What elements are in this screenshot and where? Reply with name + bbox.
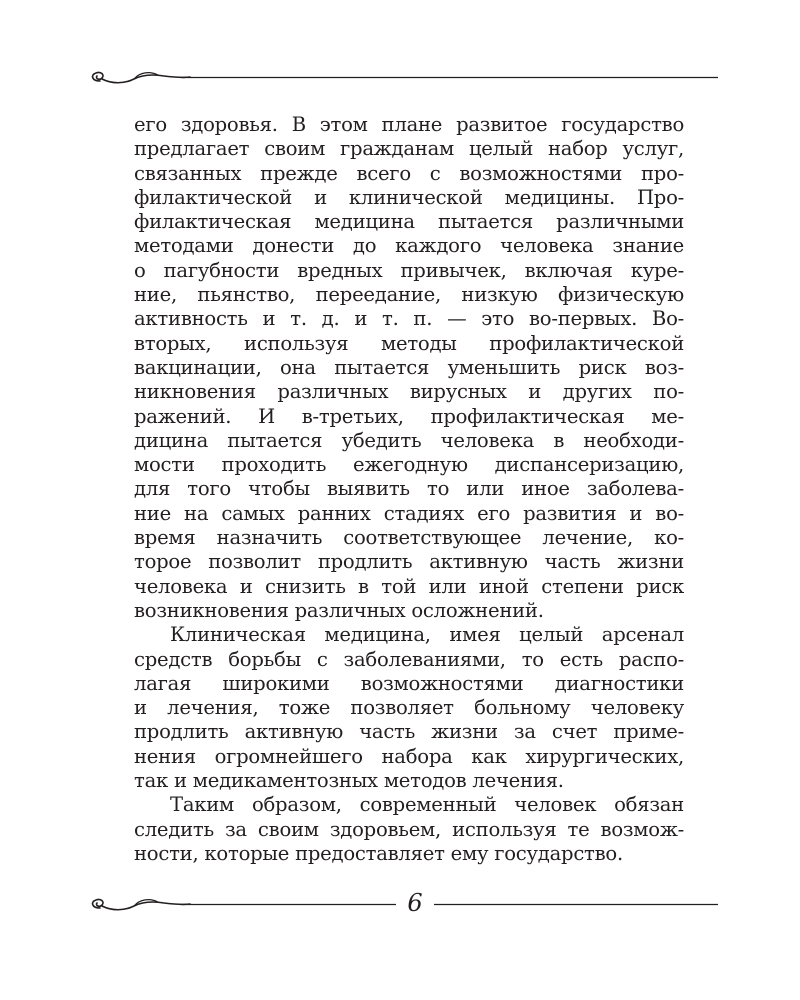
text-line: методами донести до каждого человека знание xyxy=(134,234,684,258)
text-line: человека и снизить в той или иной степени риск xyxy=(134,574,684,598)
text-line: следить за своим здоровьем, используя те возмож- xyxy=(134,817,684,841)
text-line: Клиническая медицина, имея целый арсенал xyxy=(170,623,684,647)
text-line: дицина пытается убедить человека в необходи- xyxy=(134,428,684,452)
text-line: средств борьбы с заболеваниями, то есть распо- xyxy=(134,647,684,671)
text-line: торое позволит продлить активную часть жизни xyxy=(134,550,684,574)
top-ornamental-rule xyxy=(86,66,718,90)
text-line: лагая широкими возможностями диагностики xyxy=(134,671,684,695)
body-text xyxy=(134,113,684,866)
text-line: активность и т. д. и т. п. — это во-первых. Во- xyxy=(134,307,684,331)
text-line: связанных прежде всего с возможностями про- xyxy=(134,161,684,185)
text-line: вторых, используя методы профилактической xyxy=(134,331,684,355)
flourish-icon xyxy=(86,66,718,90)
text-line: ражений. И в-третьих, профилактическая ме- xyxy=(134,404,684,428)
text-line: Таким образом, современный человек обязан xyxy=(170,793,684,817)
page-number: 6 xyxy=(396,889,434,917)
text-line: вакцинации, она пытается уменьшить риск воз- xyxy=(134,355,684,379)
text-line: мости проходить ежегодную диспансеризацию, xyxy=(134,453,684,477)
text-line: для того чтобы выявить то или иное заболева- xyxy=(134,477,684,501)
text-line: и лечения, тоже позволяет больному человеку xyxy=(134,696,684,720)
text-line: предлагает своим гражданам целый набор услуг, xyxy=(134,137,684,161)
text-line: время назначить соответствующее лечение, ко- xyxy=(134,526,684,550)
text-line: продлить активную часть жизни за счет приме- xyxy=(134,720,684,744)
text-line: никновения различных вирусных и других по- xyxy=(134,380,684,404)
text-line: филактическая медицина пытается различными xyxy=(134,210,684,234)
text-line: филактической и клинической медицины. Про- xyxy=(134,185,684,209)
text-line: его здоровья. В этом плане развитое государство xyxy=(134,113,684,136)
text-line: нения огромнейшего набора как хирургических, xyxy=(134,744,684,768)
text-line: возникновения различных осложнений. xyxy=(134,598,544,622)
text-line: ние, пьянство, переедание, низкую физическую xyxy=(134,283,684,307)
text-line: о пагубности вредных привычек, включая куре- xyxy=(134,258,684,282)
text-line: ние на самых ранних стадиях его развития и во- xyxy=(134,501,684,525)
text-line: так и медикаментозных методов лечения. xyxy=(134,769,564,793)
text-line: ности, которые предоставляет ему государство. xyxy=(134,841,623,865)
